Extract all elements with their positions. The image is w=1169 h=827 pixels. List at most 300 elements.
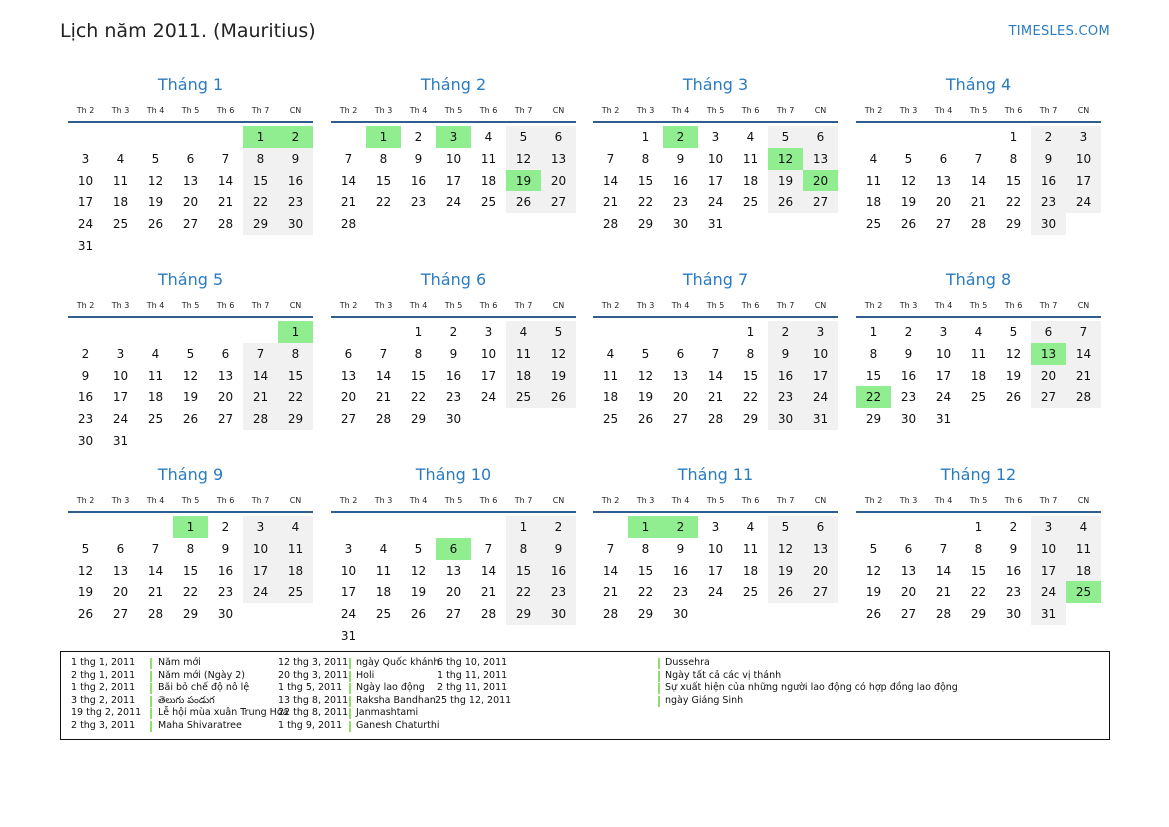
day-cell: 18	[278, 560, 313, 582]
day-cell: 1	[746, 325, 755, 339]
day-cell: 2	[541, 516, 576, 538]
weekday-label: Th 6	[1004, 106, 1023, 115]
holiday-day-cell: 25	[1066, 581, 1101, 603]
day-cell: 5	[81, 541, 90, 556]
day-cell: 26	[410, 607, 427, 622]
day-cell: 17	[1031, 560, 1066, 582]
day-cell: 6	[676, 346, 685, 361]
weekday-label: Th 7	[776, 301, 795, 310]
day-cell: 22	[970, 585, 987, 600]
day-cell: 28	[935, 607, 952, 622]
day-cell: 4	[506, 321, 541, 343]
day-cell: 24	[1066, 191, 1101, 213]
weekday-label: Th 2	[339, 301, 358, 310]
day-cell: 30	[672, 217, 689, 232]
day-cell: 25	[278, 581, 313, 603]
holiday-row	[658, 695, 1098, 708]
month-title: Tháng 1	[157, 75, 224, 94]
day-cell: 8	[414, 346, 423, 361]
holiday-marker	[150, 658, 152, 669]
weekday-label: Th 4	[146, 496, 165, 505]
day-cell: 8	[379, 151, 388, 166]
day-cell: 3	[803, 321, 838, 343]
day-cell: 14	[935, 563, 952, 578]
holiday-dates-column	[278, 657, 348, 733]
holiday-date: 3 thg 2, 2011	[71, 694, 136, 706]
day-cell: 9	[414, 151, 423, 166]
holiday-name: Ngày tất cả các vị thánh	[665, 669, 782, 681]
day-cell: 12	[182, 368, 199, 383]
weekday-label: Th 4	[409, 496, 428, 505]
weekday-label: Th 2	[864, 301, 883, 310]
holiday-marker	[150, 721, 152, 732]
weekday-label: Th 3	[636, 496, 655, 505]
day-cell: 28	[340, 217, 357, 232]
day-cell: 8	[278, 343, 313, 365]
day-cell: 5	[506, 126, 541, 148]
holiday-date: 22 thg 8, 2011	[278, 707, 349, 719]
weekday-header	[331, 296, 576, 318]
day-cell: 16	[278, 170, 313, 192]
day-cell: 30	[672, 607, 689, 622]
day-cell: 24	[480, 390, 497, 405]
day-cell: 9	[768, 343, 803, 365]
weekday-label: Th 5	[181, 106, 200, 115]
weekday-label: Th 2	[339, 106, 358, 115]
day-cell: 14	[147, 563, 164, 578]
weekday-label: Th 6	[216, 301, 235, 310]
holiday-date: 1 thg 11, 2011	[437, 669, 508, 681]
weekday-label: CN	[552, 106, 565, 115]
day-cell: 24	[707, 195, 724, 210]
day-cell: 15	[182, 563, 199, 578]
day-cell: 29	[637, 607, 654, 622]
day-cell: 16	[672, 563, 689, 578]
holiday-day-cell: 6	[436, 538, 471, 560]
weekday-header	[593, 491, 838, 513]
day-cell: 27	[340, 412, 357, 427]
day-cell: 22	[1005, 195, 1022, 210]
day-cell: 21	[707, 390, 724, 405]
day-cell: 29	[243, 213, 278, 235]
day-cell: 14	[340, 173, 357, 188]
day-cell: 26	[1005, 390, 1022, 405]
day-cell: 21	[602, 585, 619, 600]
weekday-label: Th 7	[514, 301, 533, 310]
day-cell: 30	[541, 603, 576, 625]
day-cell: 27	[445, 607, 462, 622]
day-cell: 3	[711, 520, 720, 534]
day-cell: 21	[147, 585, 164, 600]
day-cell: 7	[711, 346, 720, 361]
day-cell: 31	[77, 239, 94, 253]
day-cell: 23	[217, 585, 234, 600]
month-title: Tháng 8	[945, 270, 1012, 289]
brand-link[interactable]: TIMESLES.COM	[1008, 24, 1110, 39]
day-cell: 29	[506, 603, 541, 625]
day-cell: 12	[768, 538, 803, 560]
day-cell: 31	[340, 629, 357, 643]
day-cell: 24	[112, 412, 129, 427]
weekday-label: Th 7	[776, 106, 795, 115]
weekday-label: Th 6	[479, 106, 498, 115]
day-cell: 30	[900, 412, 917, 427]
day-cell: 18	[112, 195, 129, 210]
day-cell: 21	[970, 195, 987, 210]
holiday-day-cell: 12	[768, 148, 803, 170]
day-cell: 19	[637, 390, 654, 405]
weekday-label: Th 6	[1004, 301, 1023, 310]
day-cell: 25	[112, 217, 129, 232]
weekday-header	[68, 296, 313, 318]
day-cell: 25	[742, 585, 759, 600]
holiday-name: ngày Quốc khánh	[356, 657, 440, 668]
day-cell: 15	[1005, 173, 1022, 188]
holiday-date: 20 thg 3, 2011	[278, 669, 349, 681]
weekday-label: Th 4	[146, 301, 165, 310]
day-cell: 15	[970, 563, 987, 578]
holiday-name: Lễ hội mùa xuân Trung Hoa	[158, 707, 289, 719]
day-cell: 27	[672, 412, 689, 427]
day-cell: 16	[768, 365, 803, 387]
weekday-label: Th 4	[409, 106, 428, 115]
day-cell: 5	[151, 151, 160, 166]
day-cell: 10	[1066, 148, 1101, 170]
day-cell: 22	[278, 386, 313, 408]
holiday-day-cell: 19	[506, 170, 541, 192]
weekday-label: CN	[1077, 106, 1090, 115]
day-cell: 3	[484, 325, 493, 339]
day-cell: 10	[77, 173, 94, 188]
day-cell: 4	[746, 130, 755, 144]
weekday-label: Th 4	[934, 496, 953, 505]
weekday-label: CN	[814, 106, 827, 115]
day-cell: 18	[1066, 560, 1101, 582]
month-title: Tháng 4	[945, 75, 1012, 94]
day-cell: 11	[1066, 538, 1101, 560]
day-cell: 10	[445, 151, 462, 166]
day-cell: 11	[147, 368, 164, 383]
day-cell: 13	[112, 563, 129, 578]
day-cell: 3	[1066, 126, 1101, 148]
day-cell: 4	[151, 346, 160, 361]
day-cell: 31	[1031, 603, 1066, 625]
day-cell: 2	[81, 346, 90, 361]
day-cell: 4	[484, 130, 493, 144]
holiday-day-cell: 2	[663, 126, 698, 148]
day-cell: 3	[81, 151, 90, 166]
weekday-label: Th 7	[1039, 496, 1058, 505]
day-grid	[856, 318, 1101, 431]
weekday-label: Th 5	[444, 496, 463, 505]
day-cell: 14	[243, 365, 278, 387]
day-cell: 3	[711, 130, 720, 144]
day-cell: 17	[935, 368, 952, 383]
holiday-day-cell: 1	[366, 126, 401, 148]
day-cell: 6	[344, 346, 353, 361]
day-cell: 23	[1031, 191, 1066, 213]
day-cell: 26	[541, 386, 576, 408]
month-block	[68, 464, 313, 626]
holiday-dates-column	[71, 657, 141, 733]
day-cell: 26	[865, 607, 882, 622]
day-cell: 9	[676, 541, 685, 556]
day-cell: 1	[974, 520, 983, 534]
day-cell: 20	[1031, 365, 1066, 387]
holiday-date: 13 thg 8, 2011	[278, 694, 349, 706]
day-cell: 21	[243, 386, 278, 408]
weekday-label: Th 7	[514, 106, 533, 115]
day-cell: 19	[147, 195, 164, 210]
weekday-label: CN	[552, 496, 565, 505]
holiday-date: 12 thg 3, 2011	[278, 657, 349, 668]
day-cell: 31	[803, 408, 838, 430]
day-cell: 6	[186, 151, 195, 166]
day-cell: 7	[379, 346, 388, 361]
day-cell: 16	[217, 563, 234, 578]
day-cell: 6	[904, 541, 913, 556]
day-cell: 23	[541, 581, 576, 603]
day-cell: 24	[935, 390, 952, 405]
day-cell: 13	[182, 173, 199, 188]
day-cell: 28	[480, 607, 497, 622]
weekday-label: Th 2	[601, 106, 620, 115]
day-cell: 10	[112, 368, 129, 383]
month-title: Tháng 10	[415, 465, 492, 484]
day-cell: 12	[77, 563, 94, 578]
day-cell: 11	[112, 173, 129, 188]
day-cell: 8	[506, 538, 541, 560]
day-cell: 24	[803, 386, 838, 408]
weekday-header	[331, 491, 576, 513]
day-cell: 14	[217, 173, 234, 188]
day-cell: 22	[410, 390, 427, 405]
day-cell: 27	[803, 191, 838, 213]
day-cell: 9	[904, 346, 913, 361]
day-cell: 18	[865, 195, 882, 210]
day-cell: 27	[1031, 386, 1066, 408]
day-cell: 13	[541, 148, 576, 170]
day-cell: 1	[414, 325, 423, 339]
day-cell: 4	[379, 541, 388, 556]
day-cell: 23	[278, 191, 313, 213]
day-cell: 1	[506, 516, 541, 538]
day-cell: 25	[375, 607, 392, 622]
day-cell: 7	[344, 151, 353, 166]
day-cell: 23	[768, 386, 803, 408]
day-cell: 5	[414, 541, 423, 556]
holiday-name: Ganesh Chaturthi	[356, 719, 440, 731]
day-cell: 11	[602, 368, 619, 383]
day-cell: 16	[1005, 563, 1022, 578]
day-cell: 28	[1066, 386, 1101, 408]
day-cell: 20	[445, 585, 462, 600]
weekday-label: Th 2	[76, 496, 95, 505]
weekday-label: Th 5	[706, 301, 725, 310]
day-cell: 19	[1005, 368, 1022, 383]
day-cell: 29	[865, 412, 882, 427]
weekday-label: Th 2	[601, 301, 620, 310]
day-cell: 8	[746, 346, 755, 361]
day-cell: 28	[243, 408, 278, 430]
page-title: Lịch năm 2011. (Mauritius)	[60, 20, 316, 42]
day-cell: 13	[672, 368, 689, 383]
month-block	[856, 464, 1101, 626]
day-cell: 23	[672, 195, 689, 210]
day-cell: 29	[1005, 217, 1022, 232]
weekday-label: Th 3	[374, 301, 393, 310]
weekday-header	[68, 101, 313, 123]
day-cell: 27	[541, 191, 576, 213]
day-cell: 8	[243, 148, 278, 170]
day-cell: 30	[1031, 213, 1066, 235]
day-cell: 29	[970, 607, 987, 622]
day-cell: 27	[217, 412, 234, 427]
month-title: Tháng 7	[682, 270, 749, 289]
day-cell: 6	[1031, 321, 1066, 343]
day-cell: 15	[375, 173, 392, 188]
day-cell: 18	[970, 368, 987, 383]
day-cell: 3	[939, 325, 948, 339]
day-cell: 22	[742, 390, 759, 405]
holiday-marker	[150, 696, 152, 707]
day-cell: 17	[77, 195, 94, 210]
day-cell: 23	[900, 390, 917, 405]
day-cell: 6	[939, 151, 948, 166]
day-cell: 16	[672, 173, 689, 188]
day-cell: 18	[375, 585, 392, 600]
weekday-label: Th 7	[514, 496, 533, 505]
day-cell: 13	[803, 538, 838, 560]
day-cell: 10	[1031, 538, 1066, 560]
day-cell: 1	[1009, 130, 1018, 144]
day-cell: 30	[278, 213, 313, 235]
day-cell: 23	[672, 585, 689, 600]
day-cell: 21	[340, 195, 357, 210]
holiday-name: Sự xuất hiện của những người lao động có hợp đồng lao động	[665, 682, 958, 694]
day-cell: 27	[112, 607, 129, 622]
day-cell: 22	[637, 195, 654, 210]
day-cell: 6	[803, 126, 838, 148]
day-grid	[593, 318, 838, 431]
day-cell: 30	[217, 607, 234, 622]
holiday-date: 1 thg 5, 2011	[278, 682, 343, 694]
month-block	[331, 269, 576, 431]
day-cell: 14	[602, 173, 619, 188]
holiday-date: 2 thg 11, 2011	[437, 682, 508, 694]
day-cell: 26	[900, 217, 917, 232]
weekday-label: Th 5	[969, 496, 988, 505]
holiday-date: 1 thg 1, 2011	[71, 657, 136, 668]
day-cell: 20	[182, 195, 199, 210]
holiday-day-cell: 3	[436, 126, 471, 148]
day-cell: 14	[480, 563, 497, 578]
day-cell: 25	[742, 195, 759, 210]
day-cell: 4	[746, 520, 755, 534]
day-cell: 27	[182, 217, 199, 232]
weekday-label: Th 4	[671, 106, 690, 115]
day-cell: 1	[641, 130, 650, 144]
weekday-label: CN	[289, 106, 302, 115]
day-cell: 7	[939, 541, 948, 556]
day-cell: 12	[541, 343, 576, 365]
day-cell: 30	[445, 412, 462, 427]
day-cell: 10	[803, 343, 838, 365]
holiday-name: ngày Giáng Sinh	[665, 694, 744, 706]
day-cell: 9	[278, 148, 313, 170]
day-cell: 16	[1031, 170, 1066, 192]
day-cell: 7	[484, 541, 493, 556]
holiday-name: Ngày lao động	[356, 682, 425, 694]
holiday-marker	[658, 683, 660, 694]
day-cell: 7	[243, 343, 278, 365]
day-cell: 12	[506, 148, 541, 170]
day-cell: 27	[900, 607, 917, 622]
day-cell: 29	[278, 408, 313, 430]
weekday-label: Th 6	[1004, 496, 1023, 505]
month-block	[856, 269, 1101, 431]
day-cell: 6	[116, 541, 125, 556]
day-cell: 25	[506, 386, 541, 408]
day-grid	[593, 513, 838, 626]
holiday-marker	[658, 671, 660, 682]
month-title: Tháng 6	[420, 270, 487, 289]
holiday-date: 6 thg 10, 2011	[437, 657, 508, 668]
weekday-label: Th 5	[181, 496, 200, 505]
day-cell: 13	[340, 368, 357, 383]
day-cell: 20	[935, 195, 952, 210]
day-cell: 9	[1009, 541, 1018, 556]
weekday-label: CN	[814, 301, 827, 310]
month-block	[331, 464, 576, 648]
day-cell: 26	[506, 191, 541, 213]
day-cell: 15	[243, 170, 278, 192]
day-cell: 16	[77, 390, 94, 405]
weekday-header	[856, 296, 1101, 318]
weekday-label: Th 6	[479, 301, 498, 310]
day-cell: 18	[602, 390, 619, 405]
day-cell: 7	[151, 541, 160, 556]
day-cell: 5	[1009, 325, 1018, 339]
day-cell: 8	[1009, 151, 1018, 166]
holiday-marker	[349, 721, 351, 732]
weekday-label: Th 2	[601, 496, 620, 505]
weekday-label: Th 2	[864, 106, 883, 115]
day-cell: 12	[900, 173, 917, 188]
day-cell: 10	[935, 346, 952, 361]
holiday-name: Năm mới (Ngày 2)	[158, 669, 245, 681]
day-cell: 18	[480, 173, 497, 188]
weekday-label: Th 5	[969, 106, 988, 115]
holiday-marker	[658, 658, 660, 669]
day-cell: 2	[449, 325, 458, 339]
day-cell: 17	[112, 390, 129, 405]
day-grid	[68, 513, 313, 626]
day-cell: 14	[970, 173, 987, 188]
day-cell: 4	[606, 346, 615, 361]
weekday-label: Th 6	[216, 106, 235, 115]
holiday-day-cell: 1	[243, 126, 278, 148]
holiday-name: Dussehra	[665, 657, 710, 668]
day-cell: 3	[1031, 516, 1066, 538]
month-block	[593, 464, 838, 626]
weekday-label: Th 3	[899, 106, 918, 115]
holiday-row	[658, 682, 1098, 695]
weekday-label: Th 6	[741, 301, 760, 310]
day-cell: 17	[340, 585, 357, 600]
weekday-label: Th 7	[776, 496, 795, 505]
day-cell: 8	[641, 541, 650, 556]
